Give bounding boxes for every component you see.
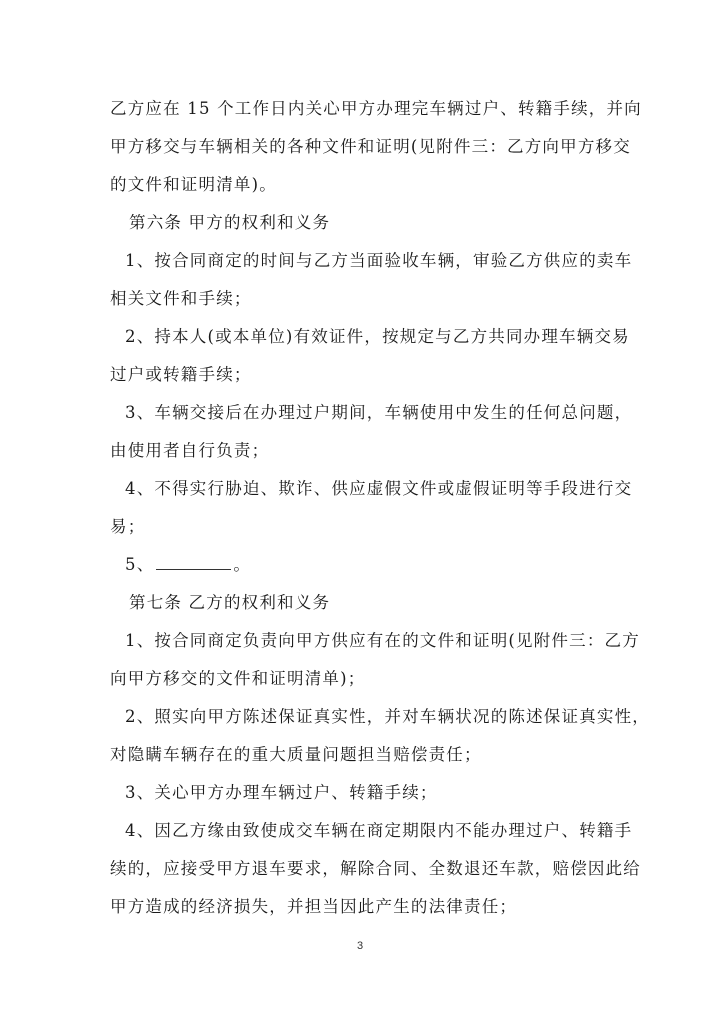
paragraph-line: 续的，应接受甲方退车要求，解除合同、全数退还车款，赔偿因此给: [110, 859, 641, 878]
paragraph-line: 向甲方移交的文件和证明清单)；: [110, 669, 366, 688]
paragraph-line: 1、按合同商定的时间与乙方当面验收车辆，审验乙方供应的卖车: [125, 251, 633, 270]
paragraph-line: 的文件和证明清单)。: [110, 175, 277, 194]
paragraph-line: 3、关心甲方办理车辆过户、转籍手续；: [125, 783, 438, 802]
paragraph-line: 1、按合同商定负责向甲方供应有在的文件和证明(见附件三：乙方: [125, 631, 640, 650]
paragraph-line: 相关文件和手续；: [110, 289, 252, 308]
paragraph-line: 2、持本人(或本单位)有效证件，按规定与乙方共同办理车辆交易: [125, 327, 630, 346]
paragraph-line: 4、因乙方缘由致使成交车辆在商定期限内不能办理过户、转籍手: [125, 821, 633, 840]
paragraph-line: 乙方应在 15 个工作日内关心甲方办理完车辆过户、转籍手续，并向: [110, 99, 642, 118]
paragraph-line: 甲方移交与车辆相关的各种文件和证明(见附件三：乙方向甲方移交: [110, 137, 631, 156]
paragraph-line: 2、照实向甲方陈述保证真实性，并对车辆状况的陈述保证真实性，: [125, 707, 650, 726]
item-number: 5、: [125, 555, 155, 574]
paragraph-line: 3、车辆交接后在办理过户期间，车辆使用中发生的任何总问题，: [125, 403, 633, 422]
paragraph-line: 由使用者自行负责；: [110, 441, 270, 460]
paragraph-line: 甲方造成的经济损失，并担当因此产生的法律责任；: [110, 897, 518, 916]
section-heading-article-7: 第七条 乙方的权利和义务: [129, 593, 331, 612]
fill-in-item-5: [125, 551, 251, 575]
item-end-mark: 。: [233, 555, 252, 574]
fill-in-blank: [156, 555, 231, 570]
paragraph-line: 易；: [110, 517, 146, 536]
paragraph-line: 过户或转籍手续；: [110, 365, 252, 384]
section-heading-article-6: 第六条 甲方的权利和义务: [129, 213, 331, 232]
page-number: 3: [356, 940, 364, 952]
paragraph-line: 4、不得实行胁迫、欺诈、供应虚假文件或虚假证明等手段进行交: [125, 479, 633, 498]
paragraph-line: 对隐瞒车辆存在的重大质量问题担当赔偿责任；: [110, 745, 482, 764]
